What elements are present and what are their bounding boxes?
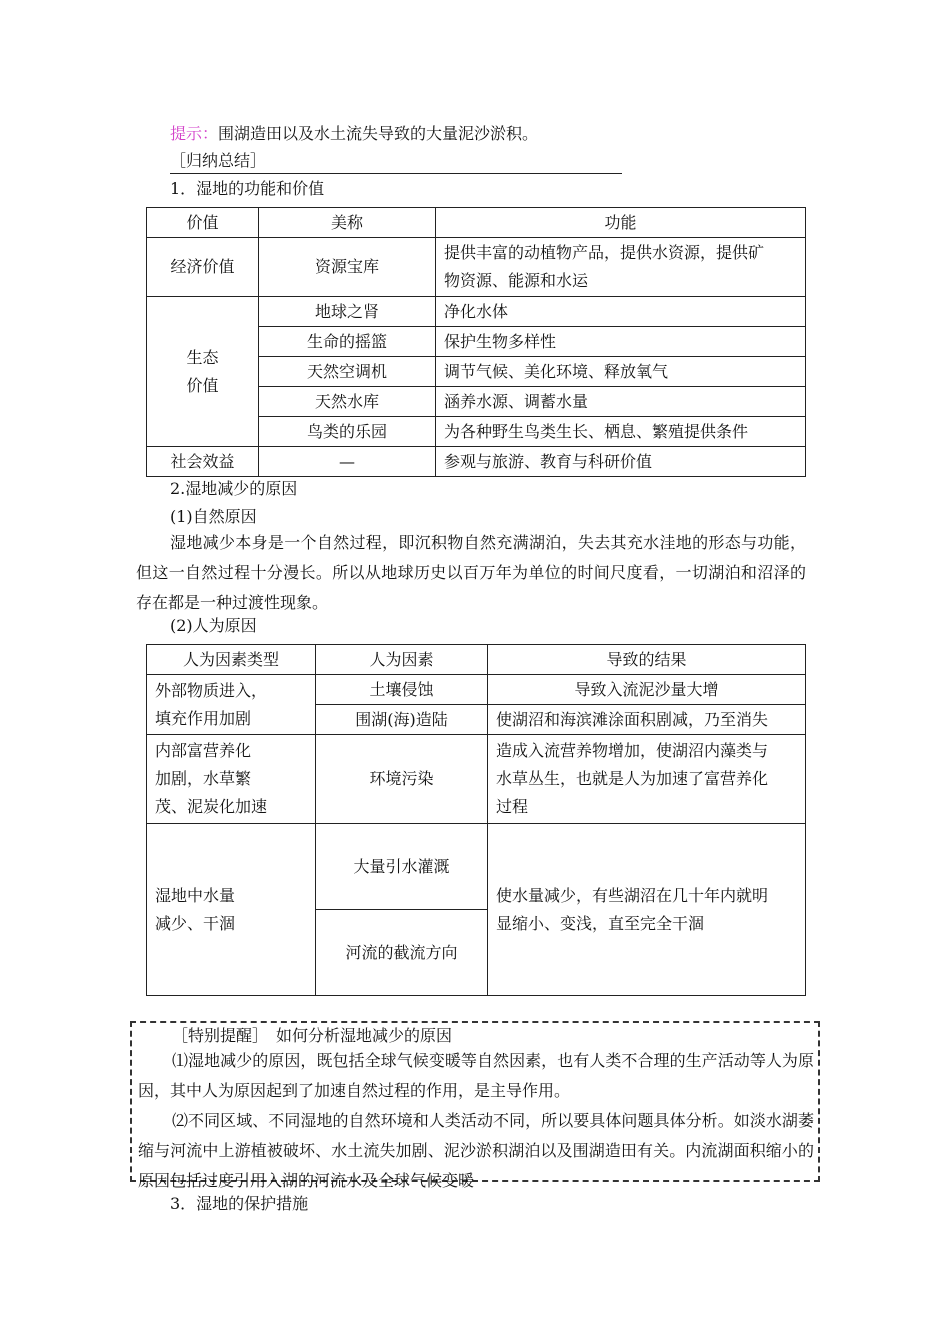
eco-name: 天然空调机 [259,357,436,387]
section2-title: 2.湿地减少的原因 [170,479,298,498]
rowB-result-line1: 造成入流营养物增加，使湖沼内藻类与 [496,741,769,760]
eco-function: 净化水体 [436,297,806,327]
rowB-type-line3: 茂、泥炭化加速 [155,797,268,816]
header-result: 导致的结果 [488,645,806,675]
header-type: 人为因素类型 [147,645,316,675]
hint-line [170,122,538,146]
rowC-factor1: 大量引水灌溉 [316,824,488,910]
rowA-type [147,675,316,735]
eco-function: 保护生物多样性 [436,327,806,357]
rowA-result1: 导致入流泥沙量大增 [488,675,806,705]
eco-function: 为各种野生鸟类生长、栖息、繁殖提供条件 [436,417,806,447]
rowA-factor1: 土壤侵蚀 [316,675,488,705]
rowC-result [488,824,806,996]
human-title: (2)人为原因 [170,616,257,635]
social-name: — [259,447,436,477]
rowB-result-line3: 过程 [496,797,529,816]
economic-name: 资源宝库 [259,238,436,297]
rowC-type [147,824,316,996]
section3-title: 3．湿地的保护措施 [170,1194,309,1213]
rowB-result [488,735,806,824]
human-table [146,644,806,996]
eco-name: 鸟类的乐园 [259,417,436,447]
rowB-type [147,735,316,824]
eco-value-cell [147,297,259,447]
special-note-p2: ⑵不同区域、不同湿地的自然环境和人类活动不同，所以要具体问题具体分析。如淡水湖萎缩与河流中上游植被破坏、水土流失加剧、泥沙淤积湖泊以及围湖造田有关。内流湖面积缩小的原因包括过度引用入湖的河流水及全球气候变暖 [138,1111,814,1190]
social-function: 参观与旅游、教育与科研价值 [436,447,806,477]
eco-name: 地球之肾 [259,297,436,327]
rowC-result-line1: 使水量减少，有些湖沼在几十年内就明 [496,885,769,905]
rowA-factor2: 围湖(海)造陆 [316,705,488,735]
eco-function: 涵养水源、调蓄水量 [436,387,806,417]
header-value: 价值 [147,208,259,238]
header-factor: 人为因素 [316,645,488,675]
eco-value-line1: 生态 [186,347,219,367]
rowC-factor2: 河流的截流方向 [316,910,488,996]
natural-paragraph: 湿地减少本身是一个自然过程，即沉积物自然充满湖泊，失去其充水洼地的形态与功能，但这一自然过程十分漫长。所以从地球历史以百万年为单位的时间尺度看，一切湖泊和沼泽的存在都是一种过渡性现象。 [136,533,806,612]
section1-title: 1．湿地的功能和价值 [170,179,325,198]
economic-function-line1: 提供丰富的动植物产品，提供水资源，提供矿 [444,243,765,262]
rowC-type-line1: 湿地中水量 [155,885,236,905]
rowC-result-line2: 显缩小、变浅，直至完全干涸 [496,913,705,933]
special-note-p1: ⑴湿地减少的原因，既包括全球气候变暖等自然因素，也有人类不合理的生产活动等人为原因，其中人为原因起到了加速自然过程的作用，是主导作用。 [138,1051,814,1100]
eco-value-line2: 价值 [186,375,219,395]
hint-label: 提示： [170,124,219,143]
rowB-type-line1: 内部富营养化 [155,741,252,760]
rowB-type-line2: 加剧，水草繁 [155,769,252,788]
special-note-box [130,1021,820,1190]
rowC-type-line2: 减少、干涸 [155,913,236,933]
header-function: 功能 [436,208,806,238]
rowA-type-line2: 填充作用加剧 [155,708,252,728]
eco-function: 调节气候、美化环境、释放氧气 [436,357,806,387]
economic-function [436,238,806,297]
economic-value: 经济价值 [147,238,259,297]
rowB-factor: 环境污染 [316,735,488,824]
rowA-type-line1: 外部物质进入， [155,680,268,700]
economic-function-line2: 物资源、能源和水运 [444,271,589,290]
value-table [146,207,806,477]
hint-text: 围湖造田以及水土流失导致的大量泥沙淤积。 [218,124,539,143]
social-value: 社会效益 [147,447,259,477]
header-name: 美称 [259,208,436,238]
special-note-title: ［特别提醒］ 如何分析湿地减少的原因 [172,1026,453,1045]
natural-title: (1)自然原因 [170,507,257,526]
rowA-result2: 使湖沼和海滨滩涂面积剧减，乃至消失 [488,705,806,735]
eco-name: 生命的摇篮 [259,327,436,357]
eco-name: 天然水库 [259,387,436,417]
summary-header: ［归纳总结］ [170,149,622,174]
rowB-result-line2: 水草丛生，也就是人为加速了富营养化 [496,769,769,788]
